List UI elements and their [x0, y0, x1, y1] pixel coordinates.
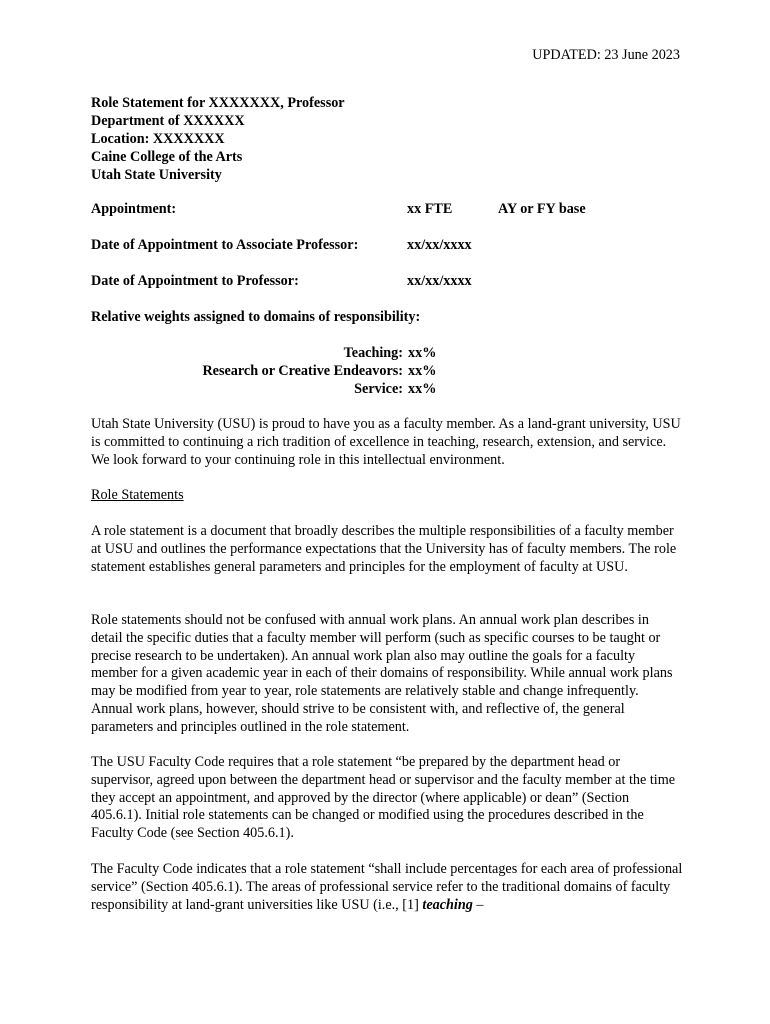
paragraph-4-emphasis: teaching	[422, 896, 473, 913]
appointment-label: Appointment:	[91, 201, 177, 217]
assoc-professor-label: Date of Appointment to Associate Professor:	[91, 237, 359, 253]
paragraph-3	[91, 754, 683, 843]
role-statement-header	[91, 94, 345, 184]
intro-paragraph	[91, 416, 683, 469]
professor-label: Date of Appointment to Professor:	[91, 273, 299, 289]
weight-value: xx%	[408, 363, 437, 379]
appointment-base: AY or FY base	[498, 201, 586, 217]
paragraph-4	[91, 861, 683, 914]
paragraph-1	[91, 523, 683, 576]
professor-date: xx/xx/xxxx	[407, 273, 472, 289]
header-university: Utah State University	[91, 167, 222, 183]
weights-list	[91, 344, 451, 398]
header-college: Caine College of the Arts	[91, 149, 243, 165]
weight-research	[91, 362, 451, 380]
paragraph-2-text: Role statements should not be confused with annual work plans. An annual work plan describes in detail the specific duties that a faculty member will perform (such as specific courses to be taught or precise research to be undertaken). An annual work plan also may outline the goals for a faculty member for a given academic year in each of their domains of responsibility. While annual work plans may be modified from year to year, role statements are relatively stable and change infrequently. Annual work plans, however, should strive to be consistent with, and reflective of, the general parameters and principles outlined in the role statement.	[91, 612, 673, 735]
appointment-fte: xx FTE	[407, 201, 453, 217]
paragraph-2	[91, 612, 683, 737]
assoc-professor-date: xx/xx/xxxx	[407, 237, 472, 253]
paragraph-4-text	[91, 861, 683, 914]
paragraph-3-text: The USU Faculty Code requires that a role statement “be prepared by the department head or supervisor, agreed upon between the department head or supervisor and the faculty member at the time they accept an appointment, and approved by the director (where applicable) or dean” (Section 405.6.1). Initial role statements can be changed or modified using the procedures described in the Faculty Code (see Section 405.6.1).	[91, 754, 676, 842]
weight-value: xx%	[408, 345, 437, 361]
paragraph-4-body: The Faculty Code indicates that a role statement “shall include percentages for each area of professional service” (Section 405.6.1). The areas of professional service refer to the traditional domains of faculty responsibility at land-grant universities like USU (i.e., [1]	[91, 861, 683, 913]
intro-text: Utah State University (USU) is proud to have you as a faculty member. As a land-grant university, USU is committed to continuing a rich tradition of excellence in teaching, research, extension, and service. We look forward to your continuing role in this intellectual environment.	[91, 416, 681, 468]
weight-service	[91, 380, 451, 398]
weight-label: Service:	[354, 381, 403, 397]
weight-label: Teaching:	[343, 345, 403, 361]
weight-teaching	[91, 344, 451, 362]
weights-title: Relative weights assigned to domains of responsibility:	[91, 309, 421, 325]
weight-label: Research or Creative Endeavors:	[202, 363, 403, 379]
header-department: Department of XXXXXX	[91, 113, 245, 129]
header-title: Role Statement for XXXXXXX, Professor	[91, 95, 345, 111]
section-heading-wrap	[91, 487, 683, 505]
weight-value: xx%	[408, 381, 437, 397]
section-heading: Role Statements	[91, 487, 184, 503]
updated-date: UPDATED: 23 June 2023	[532, 47, 680, 63]
paragraph-4-tail: –	[472, 896, 484, 913]
paragraph-1-text: A role statement is a document that broadly describes the multiple responsibilities of a faculty member at USU and outlines the performance expectations that the University has of faculty members. The role statement establishes general parameters and principles for the employment of faculty at USU.	[91, 523, 677, 575]
header-location: Location: XXXXXXX	[91, 131, 225, 147]
